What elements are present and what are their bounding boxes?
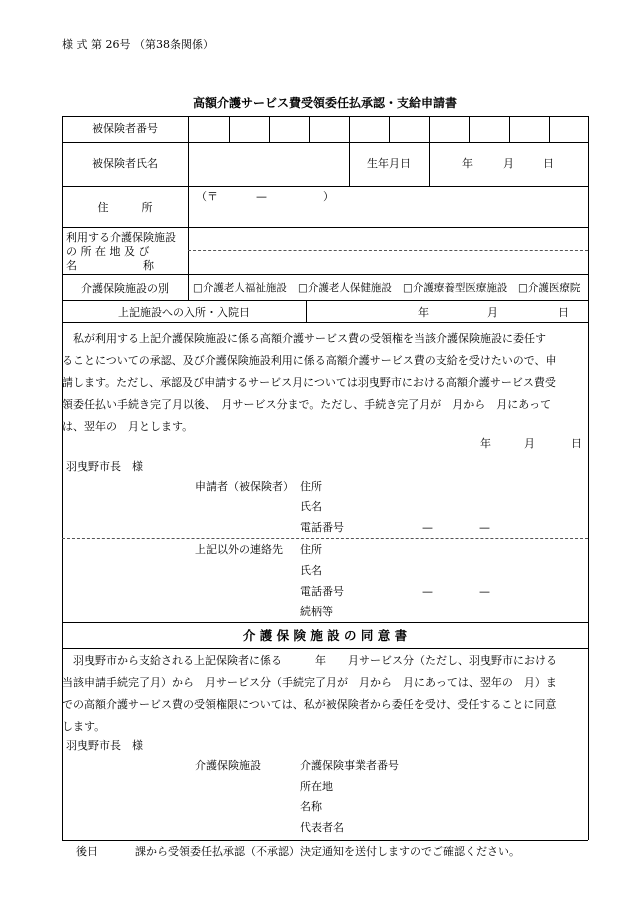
postal-prefix: （〒 [196,190,218,203]
consent-line: 当該申請手続完了月）から 月サービス分（手続完了月が 月から 月にあっては、翌年の 月）ま [62,676,557,689]
applicant-phone-label: 電話番号 [300,521,344,534]
birthdate-label: 生年月日 [367,157,411,170]
applicant-phone-dash-1: — [422,521,433,534]
request-date-year: 年 [480,437,491,450]
applicant-phone-dash-2: — [479,521,490,534]
facility-type-label: 介護保険施設の別 [81,282,169,295]
admission-year-label: 年 [418,306,429,319]
request-line: 請します。ただし、承認及び申請するサービス月については羽曳野市における高額介護サービス費受 [62,376,556,389]
consent-line: での高額介護サービス費の受領権限については、私が被保険者から委任を受け、受任することに同意 [62,698,557,711]
request-line: 領委任払い手続き完了月以後、 月サービス分まで。ただし、手続き完了月が 月から 月にあって [62,398,552,411]
footer-note: 課から受領委任払承認（不承認）決定通知を送付しますのでご確認ください。 [135,845,520,858]
operator-number-label: 介護保険事業者番号 [300,759,399,772]
request-body [62,328,588,438]
birth-year-label: 年 [462,157,473,170]
other-contact-relationship-label: 続柄等 [300,605,333,618]
consent-line: 羽曳野市から支給される上記保険者に係る 年 月サービス分（ただし、羽曳野市における [62,654,557,667]
consent-line: します。 [62,720,106,733]
request-addressee: 羽曳野市長 様 [66,460,143,473]
request-date-day: 日 [571,437,582,450]
admission-month-label: 月 [487,306,498,319]
facility-label-line3: 名 称 [66,259,154,272]
other-contact-name-label: 氏名 [300,564,322,577]
facility-type-medical-care[interactable]: □介護療養型医療施設 [403,282,508,294]
consent-title: 介 護 保 険 施 設 の 同 意 書 [242,628,408,643]
other-contact-label: 上記以外の連絡先 [195,543,283,556]
other-contact-phone-dash-1: — [422,585,433,598]
admission-day-label: 日 [558,306,569,319]
other-contact-address-label: 住所 [300,543,322,556]
birth-month-label: 月 [503,157,514,170]
address-label: 住 所 [97,201,153,214]
request-line: 私が利用する上記介護保険施設に係る高額介護サービス費の受領権を当該介護保険施設に委任す [62,332,546,345]
facility-type-health[interactable]: □介護老人保健施設 [298,282,392,294]
form-number: 様 式 第 26号 （第38条関係） [62,38,214,51]
footer-note-prefix: 後日 [76,845,98,858]
facility-label-line2: の 所 在 地 及 び [66,245,150,258]
request-date-month: 月 [524,437,535,450]
representative-label: 代表者名 [300,821,344,834]
other-contact-phone-dash-2: — [479,585,490,598]
facility-type-medical-institute[interactable]: □介護医療院 [518,282,581,294]
facility-type-welfare[interactable]: □介護老人福祉施設 [193,282,287,294]
consent-addressee: 羽曳野市長 様 [66,739,143,752]
applicant-name-label: 氏名 [300,500,322,513]
form-title: 高額介護サービス費受領委任払承認・支給申請書 [192,96,457,110]
postal-dash: — [256,190,267,203]
insured-name-label: 被保険者氏名 [92,157,158,170]
consent-facility-label: 介護保険施設 [195,759,261,772]
applicant-label: 申請者（被保険者） [195,480,294,493]
admission-label: 上記施設への入所・入院日 [118,306,250,319]
request-line: ることについての承認、及び介護保険施設利用に係る高額介護サービス費の支給を受けたいので、申 [62,354,557,367]
postal-close: ） [323,190,334,203]
request-line: は、翌年の 月とします。 [62,420,194,433]
facility-name-label: 名称 [300,800,322,813]
consent-body [62,650,588,738]
facility-label-line1: 利用する介護保険施設 [66,231,176,244]
contact-divider [62,538,588,539]
facility-location-label: 所在地 [300,780,333,793]
insured-number-label: 被保険者番号 [92,122,158,135]
other-contact-phone-label: 電話番号 [300,585,344,598]
applicant-address-label: 住所 [300,480,322,493]
birth-day-label: 日 [543,157,554,170]
